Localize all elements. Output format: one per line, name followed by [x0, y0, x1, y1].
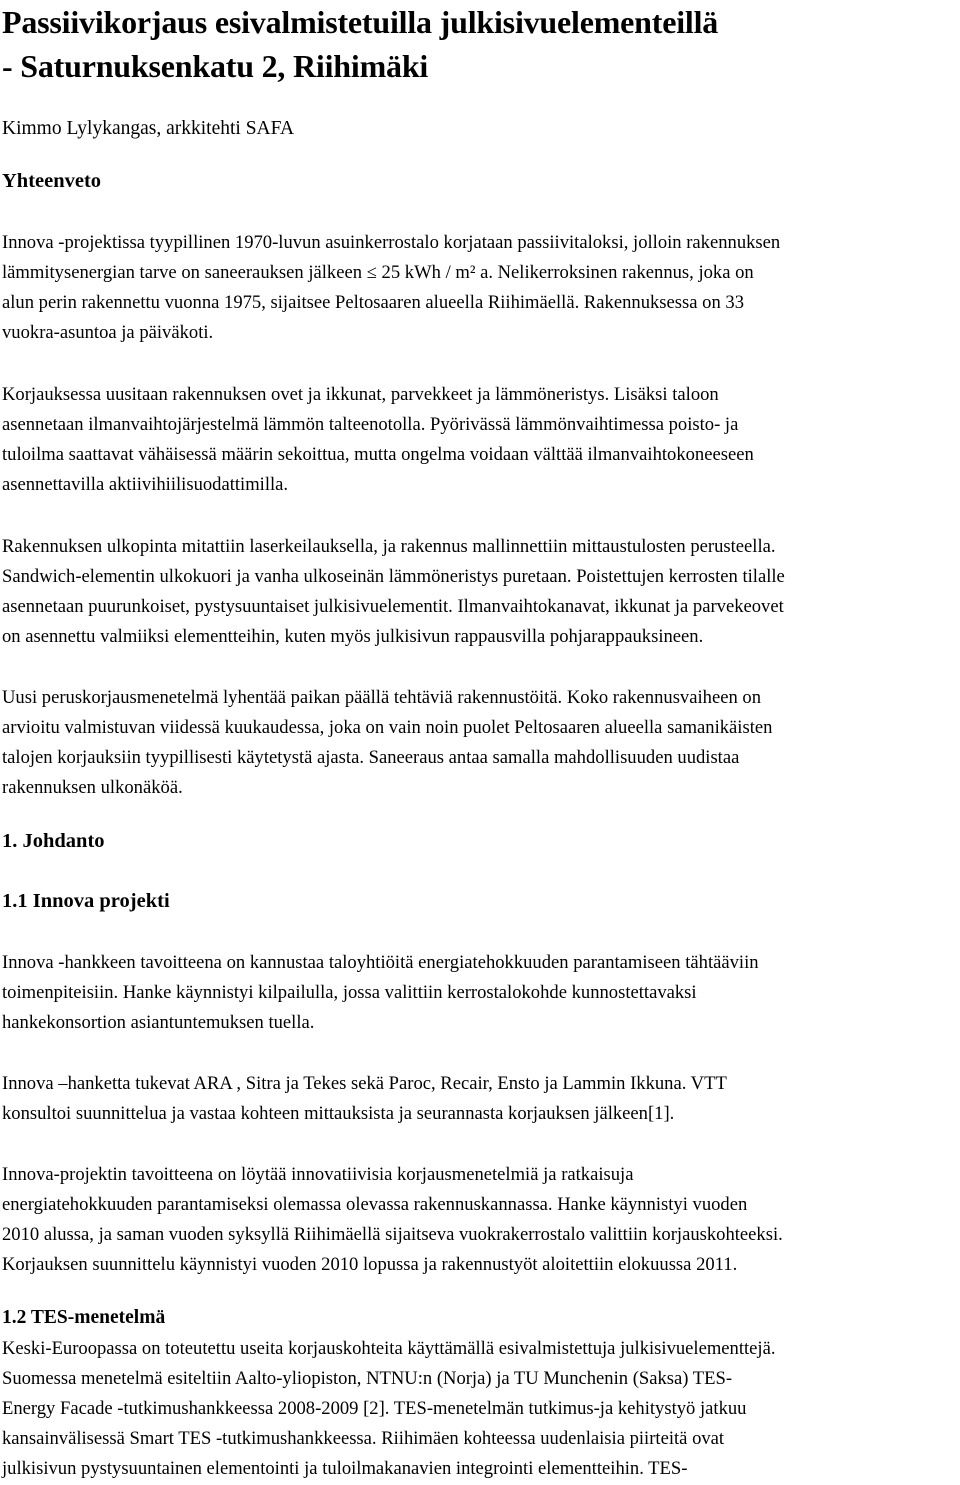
summary-heading: Yhteenveto — [2, 170, 102, 192]
text-line: Innova-projektin tavoitteena on löytää innovatiivisia korjausmenetelmiä ja ratkaisuja — [2, 1164, 634, 1185]
title-line-2: - Saturnuksenkatu 2, Riihimäki — [2, 48, 429, 84]
text-line: 2010 alussa, ja saman vuoden syksyllä Riihimäellä sijaitseva vuokrakerrostalo valittiin korjauskohteeksi. — [2, 1224, 783, 1245]
text-line: alun perin rakennettu vuonna 1975, sijaitsee Peltosaaren alueella Riihimäellä. Rakennuksessa on 33 — [2, 292, 744, 313]
text-line: Rakennuksen ulkopinta mitattiin laserkeilauksella, ja rakennus mallinnettiin mittaustulosten perusteella. — [2, 536, 776, 557]
section-1-2-heading: 1.2 TES-menetelmä — [2, 1307, 166, 1328]
section-1-1-heading: 1.1 Innova projekti — [2, 890, 170, 912]
section-1-1-paragraph-1 — [2, 948, 958, 1038]
text-line: Korjauksen suunnittelu käynnistyi vuoden 2010 lopussa ja rakennustyöt aloitettiin elokuussa 2011. — [2, 1254, 738, 1275]
text-line: konsultoi suunnittelua ja vastaa kohteen mittauksista ja seurannasta korjauksen jälkeen[1]. — [2, 1103, 675, 1124]
summary-paragraph-1 — [2, 228, 958, 348]
text-line: on asennettu valmiiksi elementteihin, kuten myös julkisivun rappausvilla pohjarappauksineen. — [2, 626, 704, 647]
text-line: talojen korjauksiin tyypillisesti käytetystä ajasta. Saneeraus antaa samalla mahdollisuuden uudistaa — [2, 747, 740, 768]
text-line: arvioitu valmistuvan viidessä kuukaudessa, joka on vain noin puolet Peltosaaren alueella samanikäisten — [2, 717, 773, 738]
text-line: Korjauksessa uusitaan rakennuksen ovet ja ikkunat, parvekkeet ja lämmöneristys. Lisäksi taloon — [2, 384, 719, 405]
text-line: toimenpiteisiin. Hanke käynnistyi kilpailulla, jossa valittiin kerrostalokohde kunnostettavaksi — [2, 982, 697, 1003]
text-line: Sandwich-elementin ulkokuori ja vanha ulkoseinän lämmöneristys puretaan. Poistettujen kerrosten tilalle — [2, 566, 785, 587]
section-1-1-paragraph-2 — [2, 1069, 958, 1129]
summary-paragraph-4 — [2, 683, 958, 803]
text-line: Uusi peruskorjausmenetelmä lyhentää paikan päällä tehtäviä rakennustöitä. Koko rakennusvaiheen on — [2, 687, 761, 708]
summary-paragraph-2 — [2, 380, 958, 500]
text-line: julkisivun pystysuuntainen elementointi ja tuloilmakanavien integrointi elementteihin. TES- — [2, 1458, 688, 1479]
text-line: vuokra-asuntoa ja päiväkoti. — [2, 322, 214, 343]
summary-paragraph-3 — [2, 532, 958, 652]
text-line: rakennuksen ulkonäköä. — [2, 777, 183, 798]
text-line: energiatehokkuuden parantamiseksi olemassa olevassa rakennuskannassa. Hanke käynnistyi vuoden — [2, 1194, 748, 1215]
text-line: Energy Facade -tutkimushankkeessa 2008-2009 [2]. TES-menetelmän tutkimus-ja kehitystyö jatkuu — [2, 1398, 747, 1419]
document-title — [2, 0, 958, 88]
text-line: tuloilma saattavat vähäisessä määrin sekoittua, mutta ongelma voidaan välttää ilmanvaihtokoneeseen — [2, 444, 754, 465]
text-line: asennetaan ilmanvaihtojärjestelmä lämmön talteenotolla. Pyörivässä lämmönvaihtimessa poisto- ja — [2, 414, 739, 435]
text-line: asennettavilla aktiivihiilisuodattimilla. — [2, 474, 289, 495]
text-line: lämmitysenergian tarve on saneerauksen jälkeen ≤ 25 kWh / m² a. Nelikerroksinen rakennus, joka on — [2, 262, 754, 283]
section-1-heading: 1. Johdanto — [2, 830, 105, 852]
text-line: Innova -hankkeen tavoitteena on kannustaa taloyhtiöitä energiatehokkuuden parantamiseen tähtääviin — [2, 952, 759, 973]
text-line: Innova –hanketta tukevat ARA , Sitra ja Tekes sekä Paroc, Recair, Ensto ja Lammin Ikkuna. VTT — [2, 1073, 727, 1094]
section-1-2-paragraph — [2, 1334, 958, 1484]
text-line: Innova -projektissa tyypillinen 1970-luvun asuinkerrostalo korjataan passiivitaloksi, jolloin rakennuksen — [2, 232, 781, 253]
title-line-1: Passiivikorjaus esivalmistetuilla julkisivuelementeillä — [2, 4, 719, 40]
text-line: asennetaan puurunkoiset, pystysuuntaiset julkisivuelementit. Ilmanvaihtokanavat, ikkunat ja parvekeovet — [2, 596, 784, 617]
text-line: Keski-Euroopassa on toteutettu useita korjauskohteita käyttämällä esivalmistettuja julkisivuelementtejä. — [2, 1338, 776, 1359]
author-line: Kimmo Lylykangas, arkkitehti SAFA — [2, 118, 295, 139]
text-line: Suomessa menetelmä esiteltiin Aalto-yliopiston, NTNU:n (Norja) ja TU Munchenin (Saksa) TES- — [2, 1368, 733, 1389]
section-1-1-paragraph-3 — [2, 1160, 958, 1280]
text-line: hankekonsortion asiantuntemuksen tuella. — [2, 1012, 315, 1033]
text-line: kansainvälisessä Smart TES -tutkimushankkeessa. Riihimäen kohteessa uudenlaisia piirteitä ovat — [2, 1428, 725, 1449]
